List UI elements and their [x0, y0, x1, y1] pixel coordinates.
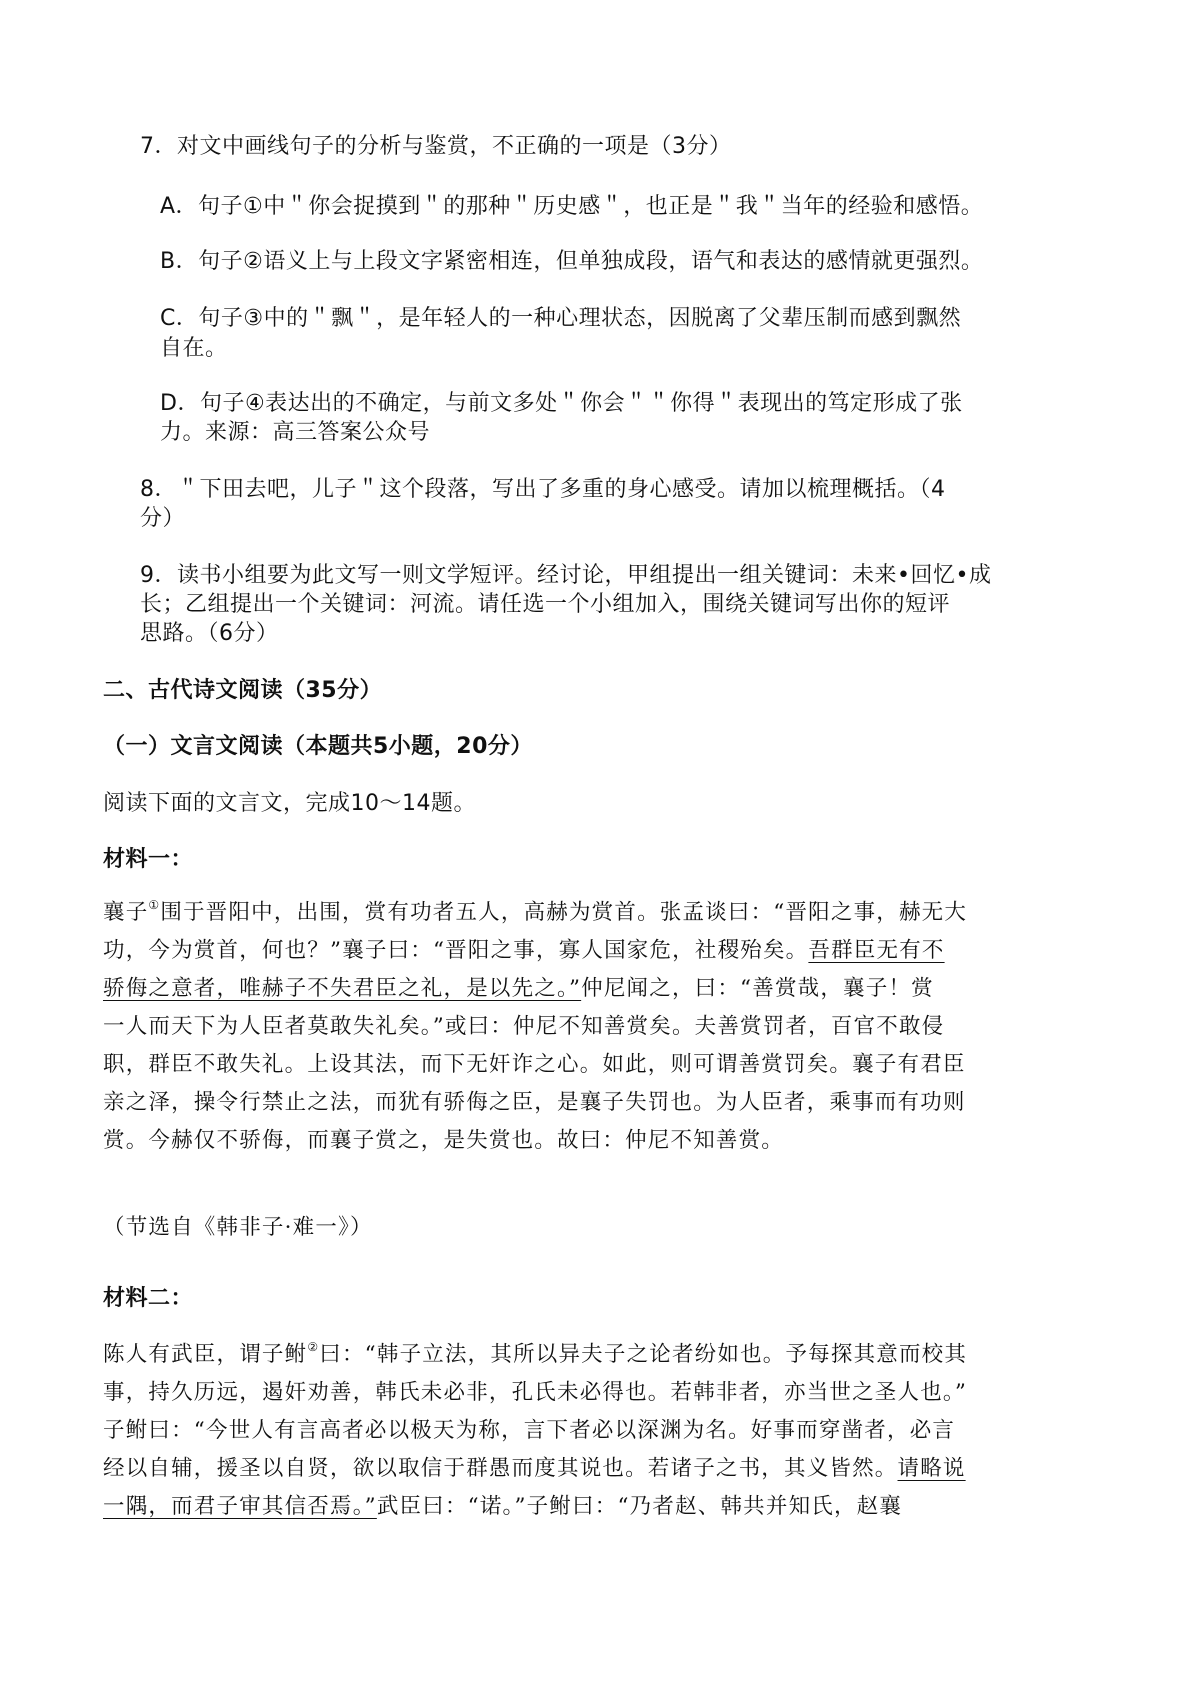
material1-heading: 材料一：	[103, 847, 194, 872]
material1-line6: 亲之泽，操令行禁止之法，而犹有骄侮之臣，是襄子失罚也。为人臣者，乘事而有功则	[103, 1090, 966, 1115]
material2-heading: 材料二：	[103, 1286, 194, 1311]
material1-line4: 一人而天下为人臣者莫敢失礼矣。”或曰：仲尼不知善赏矣。夫善赏罚者，百官不敢侵	[103, 1014, 945, 1039]
q9-line3: 思路。（6分）	[140, 621, 279, 646]
material2-line4: 经以自辅，援圣以自贤，欲以取信于群愚而度其说也。若诸子之书，其义皆然。请略说	[103, 1456, 966, 1481]
material1-line3: 骄侮之意者，唯赫子不失君臣之礼，是以先之。”仲尼闻之，曰：“善赏哉，襄子！赏	[103, 976, 934, 1001]
q8-line1: 8．＂下田去吧，儿子＂这个段落，写出了多重的身心感受。请加以梳理概括。（4	[140, 477, 946, 502]
q7-option-c-line2: 自在。	[160, 336, 228, 361]
q9-line1: 9．读书小组要为此文写一则文学短评。经讨论，甲组提出一组关键词：未来•回忆•成	[140, 563, 992, 588]
q7-option-b: B．句子②语义上与上段文字紧密相连，但单独成段，语气和表达的感情就更强烈。	[160, 249, 984, 274]
material1-line1: 襄子①围于晋阳中，出围，赏有功者五人，高赫为赏首。张孟谈曰：“晋阳之事，赫无大	[103, 898, 968, 925]
underlined-sentence: 一隅，而君子审其信否焉。”	[103, 1494, 377, 1519]
material2-line1: 陈人有武臣，谓子鲋②曰：“韩子立法，其所以异夫子之论者纷如也。予每探其意而校其	[103, 1340, 968, 1367]
section2-intro: 阅读下面的文言文，完成10～14题。	[103, 791, 476, 816]
material2-line3: 子鲋曰：“今世人有言高者必以极天为称，言下者必以深渊为名。好事而穿凿者，必言	[103, 1418, 956, 1443]
underlined-sentence: 骄侮之意者，唯赫子不失君臣之礼，是以先之。”	[103, 976, 582, 1001]
material1-line2: 功，今为赏首，何也？”襄子曰：“晋阳之事，寡人国家危，社稷殆矣。吾群臣无有不	[103, 938, 945, 963]
q7-stem: 7．对文中画线句子的分析与鉴赏，不正确的一项是（3分）	[140, 134, 732, 159]
underlined-sentence: 吾群臣无有不	[808, 938, 945, 963]
q7-option-a: A．句子①中＂你会捉摸到＂的那种＂历史感＂，也正是＂我＂当年的经验和感悟。	[160, 194, 984, 219]
underlined-sentence: 请略说	[897, 1456, 966, 1481]
q8-line2: 分）	[140, 506, 186, 531]
section2-subtitle: （一）文言文阅读（本题共5小题，20分）	[103, 734, 533, 759]
material2-line5: 一隅，而君子审其信否焉。”武臣曰：“诺。”子鲋曰：“乃者赵、韩共并知氏，赵襄	[103, 1494, 903, 1519]
q7-option-d-line2: 力。来源：高三答案公众号	[160, 420, 431, 445]
q7-option-c-line1: C．句子③中的＂飘＂，是年轻人的一种心理状态，因脱离了父辈压制而感到飘然	[160, 306, 962, 331]
material1-source: （节选自《韩非子·难一》）	[103, 1215, 373, 1240]
material2-line2: 事，持久历远，遏奸劝善，韩氏未必非，孔氏未必得也。若韩非者，亦当世之圣人也。”	[103, 1380, 968, 1405]
material1-line7: 赏。今赫仅不骄侮，而襄子赏之，是失赏也。故曰：仲尼不知善赏。	[103, 1128, 785, 1153]
material1-line5: 职，群臣不敢失礼。上设其法，而下无奸诈之心。如此，则可谓善赏罚矣。襄子有君臣	[103, 1052, 966, 1077]
q7-option-d-line1: D．句子④表达出的不确定，与前文多处＂你会＂＂你得＂表现出的笃定形成了张	[160, 391, 963, 416]
q9-line2: 长；乙组提出一个关键词：河流。请任选一个小组加入，围绕关键词写出你的短评	[140, 592, 951, 617]
section2-title: 二、古代诗文阅读（35分）	[103, 678, 383, 703]
